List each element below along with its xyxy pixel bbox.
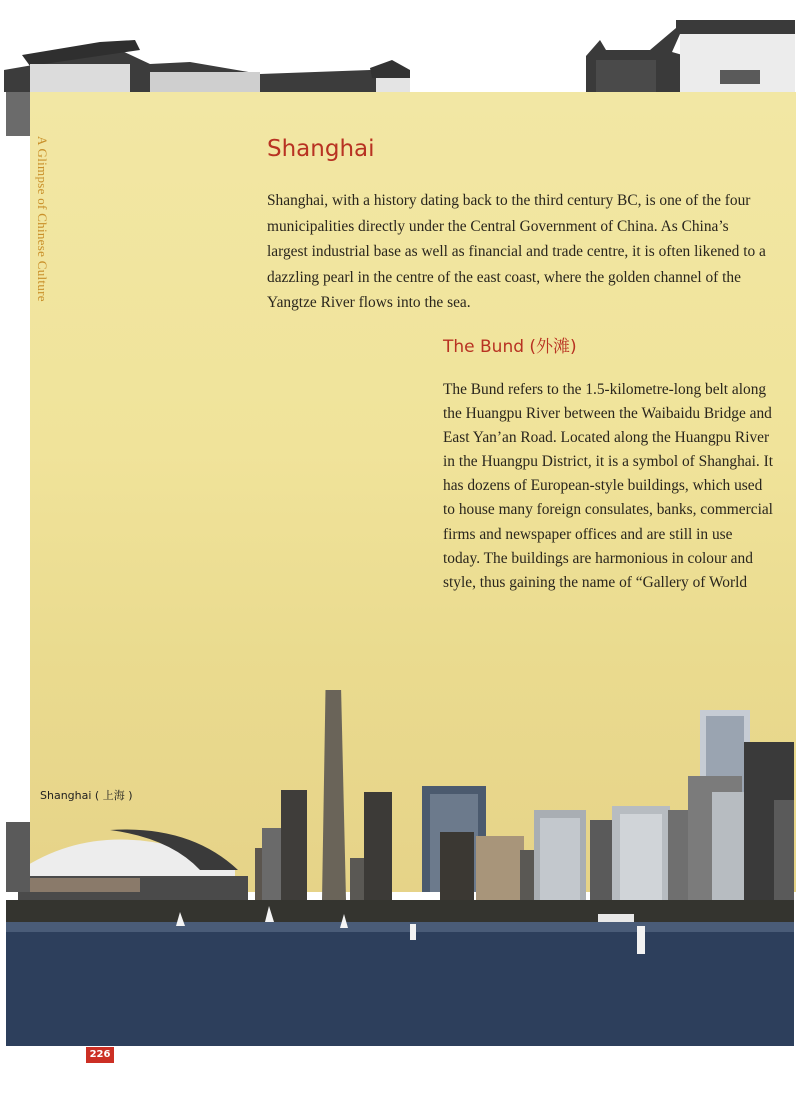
dome-stadium [18, 830, 248, 909]
skyline-illustration [0, 690, 800, 1050]
harbor-water [6, 922, 794, 1046]
intro-paragraph: Shanghai, with a history dating back to the third century BC, is one of the four municipalities directly under the Central Government of China. As China’s largest industrial base as well as financial and trade centre, it is often likened to a dazzling pearl in the centre of the east coast, where the golden channel of the Yangtze River flows into the sea. [267, 192, 766, 311]
right-eaves [586, 20, 795, 92]
page-number-badge: 226 [86, 1047, 114, 1063]
section-body: The Bund refers to the 1.5-kilometre-long belt along the Huangpu River between the Waibaidu Bridge and East Yan’an Road. Located along the Huangpu River in the Huangpu District, it is a symbol of Shanghai. It has dozens of European-style buildings, which used to house many foreign consulates, banks, commercial firms and newspaper offices and are still in use today. The buildings are harmonious in colour and style, thus gaining the name of “Gallery of World [443, 381, 774, 591]
water-sheen [6, 922, 794, 932]
tv-tower [312, 690, 354, 900]
section-title: The Bund (外滩) [443, 337, 577, 357]
city-skyline [422, 710, 794, 902]
photo-caption: Shanghai ( 上海 ) [40, 789, 133, 802]
page-title: Shanghai [267, 136, 375, 162]
side-caption: A Glimpse of Chinese Culture [35, 136, 50, 302]
shoreline [6, 900, 794, 924]
